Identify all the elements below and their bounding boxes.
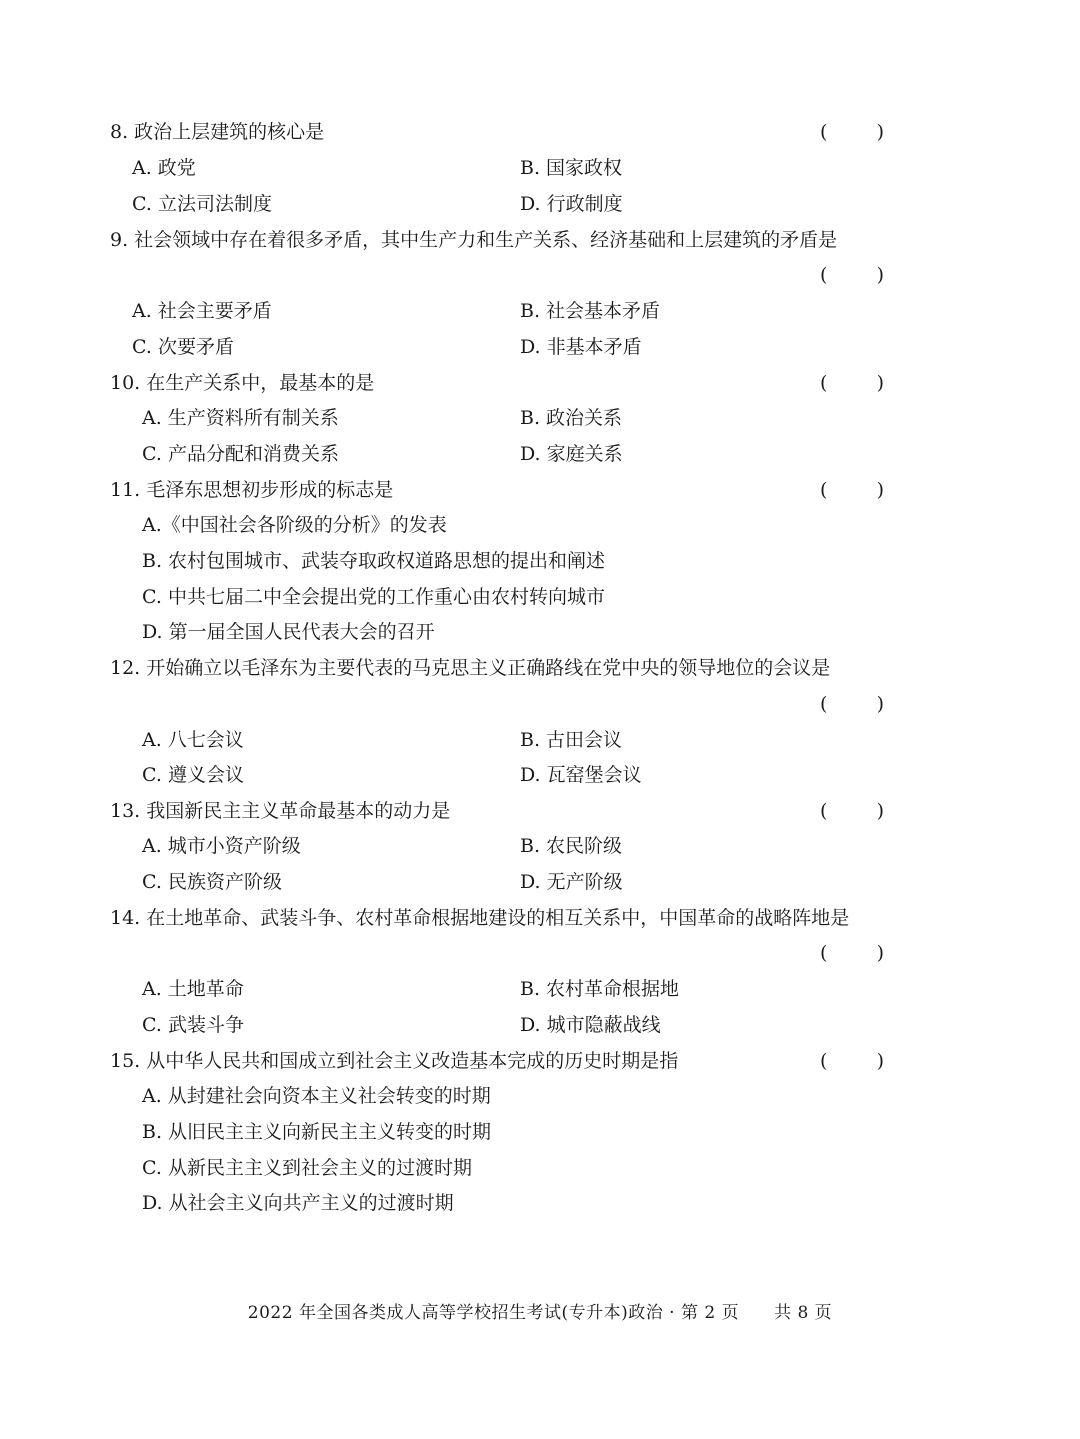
question-8-option-d: D. 行政制度 — [520, 193, 623, 215]
question-12-option-b: B. 古田会议 — [520, 729, 623, 751]
answer-blank-9: ( ) — [820, 264, 884, 286]
question-9-option-d: D. 非基本矛盾 — [520, 336, 642, 358]
answer-blank-10: ( ) — [820, 372, 884, 394]
question-10-option-b: B. 政治关系 — [520, 407, 623, 429]
question-15-option-c: C. 从新民主主义到社会主义的过渡时期 — [142, 1157, 472, 1179]
question-11-option-b: B. 农村包围城市、武装夺取政权道路思想的提出和阐述 — [142, 550, 606, 572]
question-11-option-c: C. 中共七届二中全会提出党的工作重心由农村转向城市 — [142, 586, 605, 608]
question-10-option-a: A. 生产资料所有制关系 — [142, 407, 339, 429]
question-10-stem: 10. 在生产关系中，最基本的是 — [110, 372, 375, 394]
question-13-option-a: A. 城市小资产阶级 — [142, 835, 301, 857]
question-14-option-d: D. 城市隐蔽战线 — [520, 1014, 661, 1036]
question-15-stem: 15. 从中华人民共和国成立到社会主义改造基本完成的历史时期是指 — [110, 1050, 679, 1072]
question-8-option-a: A. 政党 — [132, 157, 196, 179]
question-12-option-c: C. 遵义会议 — [142, 764, 244, 786]
question-14-option-a: A. 土地革命 — [142, 978, 244, 1000]
question-15-option-d: D. 从社会主义向共产主义的过渡时期 — [142, 1192, 454, 1214]
answer-blank-11: ( ) — [820, 479, 884, 501]
question-9-option-c: C. 次要矛盾 — [132, 336, 234, 358]
question-15-option-b: B. 从旧民主主义向新民主主义转变的时期 — [142, 1121, 492, 1143]
answer-blank-14: ( ) — [820, 942, 884, 964]
answer-blank-13: ( ) — [820, 800, 884, 822]
question-11-option-a: A.《中国社会各阶级的分析》的发表 — [142, 514, 447, 536]
question-13-option-c: C. 民族资产阶级 — [142, 871, 282, 893]
question-12-option-a: A. 八七会议 — [142, 729, 244, 751]
question-11-option-d: D. 第一届全国人民代表大会的召开 — [142, 621, 435, 643]
question-8-option-b: B. 国家政权 — [520, 157, 623, 179]
question-9-stem: 9. 社会领域中存在着很多矛盾，其中生产力和生产关系、经济基础和上层建筑的矛盾是 — [110, 229, 838, 251]
question-10-option-c: C. 产品分配和消费关系 — [142, 443, 339, 465]
question-14-stem: 14. 在土地革命、武装斗争、农村革命根据地建设的相互关系中，中国革命的战略阵地是 — [110, 907, 850, 929]
question-9-option-a: A. 社会主要矛盾 — [132, 300, 272, 322]
question-14-option-c: C. 武装斗争 — [142, 1014, 244, 1036]
question-15-option-a: A. 从封建社会向资本主义社会转变的时期 — [142, 1085, 491, 1107]
question-10-option-d: D. 家庭关系 — [520, 443, 623, 465]
question-8-option-c: C. 立法司法制度 — [132, 193, 272, 215]
question-13-stem: 13. 我国新民主主义革命最基本的动力是 — [110, 800, 451, 822]
question-12-option-d: D. 瓦窑堡会议 — [520, 764, 642, 786]
question-9-option-b: B. 社会基本矛盾 — [520, 300, 661, 322]
question-8-stem: 8. 政治上层建筑的核心是 — [110, 121, 325, 143]
question-12-stem: 12. 开始确立以毛泽东为主要代表的马克思主义正确路线在党中央的领导地位的会议是 — [110, 657, 831, 679]
answer-blank-15: ( ) — [820, 1050, 884, 1072]
question-11-stem: 11. 毛泽东思想初步形成的标志是 — [110, 479, 394, 501]
page-footer: 2022 年全国各类成人高等学校招生考试(专升本)政治 · 第 2 页 共 8 页 — [247, 1303, 833, 1323]
question-13-option-b: B. 农民阶级 — [520, 835, 623, 857]
answer-blank-12: ( ) — [820, 693, 884, 715]
answer-blank-8: ( ) — [820, 121, 884, 143]
question-14-option-b: B. 农村革命根据地 — [520, 978, 680, 1000]
question-13-option-d: D. 无产阶级 — [520, 871, 623, 893]
